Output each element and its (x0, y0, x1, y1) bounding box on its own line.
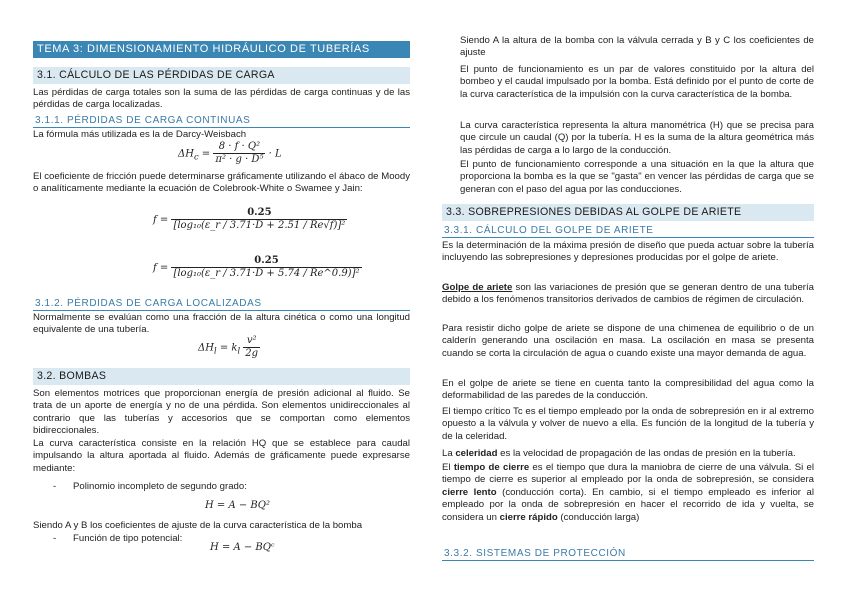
bullet-dash: - (53, 533, 57, 544)
pumps-curve-text: La curva característica consiste en la relación HQ que se establece para caudal impulsando la altura aportada al fluido. Además de gráficamente puede expresarse mediante: (33, 438, 410, 474)
polynomial-equation: H = A − BQ² (205, 500, 270, 511)
pump-height-text: Siendo A la altura de la bomba con la válvula cerrada y B y C los coeficientes de ajuste (460, 35, 814, 59)
swamee-jain-equation: f = $\frac{0.25}{\text{[log₁₀(ε\_r / 3.71·D + 5.74 / Re\textasciicircum{}0.9)]²}}$ (153, 255, 360, 280)
chapter-title: TEMA 3: DIMENSIONAMIENTO HIDRÁULICO DE TUBERÍAS (33, 41, 410, 58)
section-3-1-intro: Las pérdidas de carga totales son la suma de las pérdidas de carga continuas y de las pérdidas de carga localizadas. (33, 87, 410, 111)
operating-point-situation-text: El punto de funcionamiento corresponde a una situación en la que la altura que proporciona la bomba es la que se "gasta" en vencer las pérdidas de carga que se generan con el paso del agua por las conducciones. (460, 159, 814, 195)
section-3-1-1-heading: 3.1.1. PÉRDIDAS DE CARGA CONTINUAS (33, 114, 410, 128)
celerity-text: La celeridad es la velocidad de propagación de las ondas de presión en la tubería. (442, 448, 796, 459)
section-3-1-2-heading: 3.1.2. PÉRDIDAS DE CARGA LOCALIZADAS (33, 297, 410, 311)
characteristic-curve-text: La curva característica representa la altura manométrica (H) que se precisa para que circule un caudal (Q) por la tubería. H es la suma de la altura geométrica más las pérdidas de carga a lo largo de la conducción. (460, 120, 814, 156)
section-3-3-heading: 3.3. SOBREPRESIONES DEBIDAS AL GOLPE DE ARIETE (442, 204, 814, 221)
water-hammer-definition: Golpe de ariete son las variaciones de presión que se generan dentro de una tubería debido a los fenómenos transitorios derivados de cambios de régimen de circulación. (442, 282, 814, 306)
section-3-3-1-heading: 3.3.1. CÁLCULO DEL GOLPE DE ARIETE (442, 224, 814, 238)
closing-time-text: El tiempo de cierre es el tiempo que dura la maniobra de cierre de una válvula. Si el tiempo de cierre es superior al empleado por la onda de sobrepresión, se considera cierre lento (conducción corta). En cambio, si el tiempo empleado es inferior al empleado por la onda de sobrepresión en hacer el recorrido de ida y vuelta, se considera un cierre rápido (conducción larga) (442, 462, 814, 523)
section-3-2-heading: 3.2. BOMBAS (33, 368, 410, 385)
pumps-definition-text: Son elementos motrices que proporcionan energía de presión adicional al fluido. Se trata de un aporte de energía y no de una pérdida. Son elementos unidireccionales al contrario que las tuberías y accesorios que se comportan como elementos bidireccionales. (33, 388, 410, 437)
bullet-polynomial: - Polinomio incompleto de segundo grado: (53, 481, 247, 492)
critical-time-text: El tiempo crítico Tc es el tiempo empleado por la onda de sobrepresión en ir al extremo opuesto a la válvula y volver de nuevo a ella. Es función de la longitud de la tubería y de la celeridad. (442, 406, 814, 442)
darcy-intro-text: La fórmula más utilizada es la de Darcy-Weisbach (33, 129, 247, 140)
potential-equation: H = A − BQᶜ (210, 542, 275, 553)
bullet-dash: - (53, 481, 57, 492)
section-3-3-2-heading: 3.3.2. SISTEMAS DE PROTECCIÓN (442, 547, 814, 561)
local-losses-equation: $\Delta H_l = k_l$ $\frac{\text{v²}}{2g}$ (198, 335, 259, 360)
surge-chamber-text: Para resistir dicho golpe de ariete se dispone de una chimenea de equilibrio o de un calderín generando una oscilación en masa. La oscilación en masa se presenta cuando se corta la circulación de agua o cuando existe una mayor demanda de agua. (442, 323, 814, 359)
darcy-weisbach-equation: $\Delta H_c$ = $\frac{\text{8 · f · Q²}}{\text{π² · g · D⁵}}$ · L (178, 141, 282, 166)
local-losses-text: Normalmente se evalúan como una fracción de la altura cinética o como una longitud equivalente de una tubería. (33, 312, 410, 336)
bullet-potential: - Función de tipo potencial: (53, 533, 183, 544)
friction-coefficient-text: El coeficiente de fricción puede determinarse gráficamente utilizando el ábaco de Moody o analíticamente mediante la ecuación de Colebrook-White o Swamee y Jain: (33, 171, 410, 195)
operating-point-text: El punto de funcionamiento es un par de valores constituido por la altura del bombeo y el caudal impulsado por la bomba. Está definido por el punto de corte de la curva característica de la impulsión con la curva característica de la bomba. (460, 64, 814, 100)
colebrook-white-equation: f = $\frac{0.25}{\text{[log₁₀(ε\_r / 3.71·D + 2.51 / Re√f)]²}}$ (153, 207, 346, 232)
term-golpe-de-ariete: Golpe de ariete (442, 282, 513, 293)
water-hammer-intro: Es la determinación de la máxima presión de diseño que pueda actuar sobre la tubería incluyendo las sobrepresiones y depresiones producidas por el golpe de ariete. (442, 240, 814, 264)
section-3-1-heading: 3.1. CÁLCULO DE LAS PÉRDIDAS DE CARGA (33, 67, 410, 84)
compressibility-text: En el golpe de ariete se tiene en cuenta tanto la compresibilidad del agua como la deformabilidad de las paredes de la conducción. (442, 378, 814, 402)
pump-coefficients-text: Siendo A y B los coeficientes de ajuste de la curva característica de la bomba (33, 520, 363, 531)
